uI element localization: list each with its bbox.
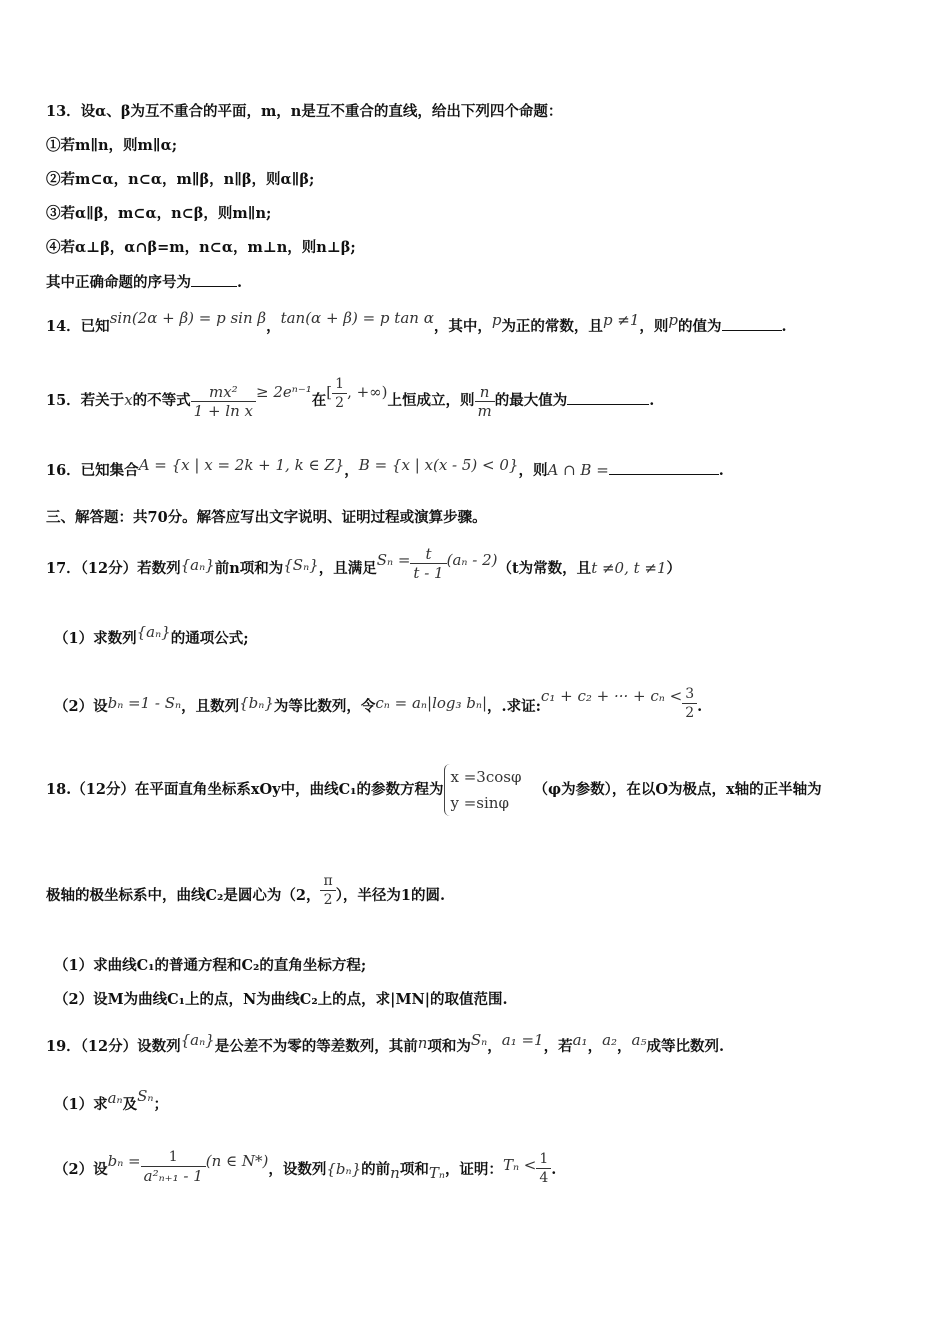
q14-pre: 14．已知 [46,318,110,335]
q19-s2-end: . [551,1161,557,1178]
q13-prop-2: ②若m⊂α，n⊂α，m∥β，n∥β，则α∥β; [46,171,315,188]
q19-s2-ineq: Tₙ < [502,1156,537,1174]
q19-t3: ，若 [543,1038,573,1055]
q19-t2: 项和为 [427,1038,471,1055]
q18-sys-y: y =sinφ [450,794,509,812]
q17-an: {aₙ} [180,556,215,574]
q19-sub-1 [54,1087,920,1115]
q15-t2: 在 [311,392,327,409]
q17-stem [46,546,920,590]
answer-blank [567,390,649,405]
q17-cond: t ≠0, t ≠1 [591,559,667,577]
q19-a1: a₁ =1 [501,1031,544,1049]
q19-a2: a₂ [602,1031,618,1049]
q15-num: mx² [191,383,256,402]
q19-a5: a₅ [631,1031,647,1049]
q19-c3: ， [617,1038,632,1055]
q17-s2-t3: ，.求证: [487,698,541,715]
q17-s2-pre: （2）设 [54,698,108,715]
q19-t1: 是公差不为零的等差数列，其前 [214,1038,418,1055]
q18-pi-den: 2 [323,891,333,908]
q14-t1: ，其中， [433,318,492,335]
q17-t3: （t为常数，且 [497,560,592,577]
q18-t1: （φ为参数），在以O为极点，x轴的正半轴为 [533,781,822,798]
q14-t4: 的值为 [678,318,722,335]
q15-pre: 15．若关于 [46,392,125,409]
q19-t4: 成等比数列. [646,1038,725,1055]
q13-prop-3: ③若α∥β，m⊂α，n⊂β，则m∥n; [46,205,272,222]
q17-s1-an: {aₙ} [136,623,171,641]
q17-pre: 17．（12分）若数列 [46,560,181,577]
q14-eq1: sin(2α + β) = p sin β [109,309,267,327]
q15-rhs: ≥ 2eⁿ⁻¹ [256,383,312,401]
q19-pre: 19．（12分）设数列 [46,1038,181,1055]
q18-sub-1: （1）求曲线C₁的普通方程和C₂的直角坐标方程; [54,957,367,974]
q17-s2-frac-num: 3 [682,685,697,704]
q19-s2-quarter-den: 4 [539,1169,549,1186]
q15-t1: 的不等式 [132,392,191,409]
q17-s2-bn: bₙ =1 - Sₙ [107,694,182,712]
q15-nm-den: m [477,401,492,420]
q16-set-a: A = {x | x = 2k + 1, k ∈ Z} [138,456,345,474]
q13-ask [46,272,920,293]
q19-s2-t2: 的前 [361,1161,391,1178]
q19-s2-dom: (n ∈ N*) [205,1152,269,1170]
q19-s2-bn: bₙ = [107,1152,141,1170]
q17-sub-2 [54,684,920,728]
q19-s2-bseq: {bₙ} [326,1160,362,1178]
q19-stem [46,1031,920,1057]
q19-s1-pre: （1）求 [54,1096,108,1113]
q14-p2: p [668,311,679,329]
q17-s1-pre: （1）求数列 [54,630,137,647]
q16-set-b: B = {x | x(x - 5) < 0} [358,456,519,474]
q19-a1b: a₁ [572,1031,588,1049]
answer-blank [609,460,719,475]
q19-sub-2 [54,1144,920,1194]
q15-half-num: 1 [332,375,347,394]
q15-end: . [649,392,655,409]
q16-inter: A ∩ B = [547,461,609,479]
q14-p: p [491,311,502,329]
q19-s2-t3: 项和 [399,1161,429,1178]
q14-neq: p ≠1 [602,311,640,329]
q17-s2-t1: ，且数列 [181,698,240,715]
q17-s2-frac [682,685,697,722]
q14-comma: ， [266,318,281,335]
q19-s2-frac [141,1148,206,1185]
q19-s2-t1: ，设数列 [268,1161,327,1178]
q17-s2-frac-den: 2 [685,704,695,721]
q15-interval-left: [ [326,383,333,401]
q19-s2-quarter [536,1150,551,1187]
q15-interval-right: , +∞) [347,383,388,401]
q17-fraction [410,545,446,582]
answer-blank [722,316,782,331]
q16-comma: ， [344,462,359,479]
q14-t2: 为正的常数，且 [501,318,603,335]
q18-sys-x: x =3cosφ [450,768,522,786]
q19-s2-frac-num: 1 [141,1148,206,1167]
q17-s2-t2: 为等比数列，令 [273,698,376,715]
q13-intro: 13．设α、β为互不重合的平面，m，n是互不重合的直线，给出下列四个命题： [46,103,563,120]
q19-s2-t4: ，证明： [444,1161,503,1178]
q17-s2-sum: c₁ + c₂ + ··· + cₙ < [540,687,683,705]
q14-end: . [781,318,787,335]
q18-param-system [444,764,522,816]
q19-s2-quarter-num: 1 [536,1150,551,1169]
q15-line [46,375,920,422]
q14-line [46,309,920,337]
q15-fraction [191,383,256,420]
q18-line2: 极轴的极坐标系中，曲线C₂是圆心为（2， [46,887,321,904]
q17-frac-num: t [410,545,446,564]
q19-sn: Sₙ [470,1031,488,1049]
q19-s2-tn: Tₙ [428,1164,445,1182]
q15-nm [475,383,495,420]
q19-c1: ， [487,1038,502,1055]
q15-t3: 上恒成立，则 [387,392,475,409]
answer-blank [191,272,237,287]
q17-s1-post: 的通项公式; [170,630,249,647]
q17-sn-eq: Sₙ = [376,551,411,569]
q17-frac-den: t - 1 [413,563,444,582]
q18-pi-num: π [320,872,335,891]
q17-t2: ，且满足 [318,560,377,577]
q14-eq2: tan(α + β) = p tan α [280,309,434,327]
section-three-heading: 三、解答题：共70分。解答应写出文字说明、证明过程或演算步骤。 [46,509,487,526]
q17-sub-1 [54,623,920,649]
q17-frac-rest: (aₙ - 2) [446,551,498,569]
q18-stem [46,762,920,818]
q15-nm-num: n [475,383,495,402]
q17-s2-bseq: {bₙ} [239,694,274,712]
q19-s2-pre: （2）设 [54,1161,108,1178]
q16-line [46,456,920,481]
q16-end: . [718,462,724,479]
q16-pre: 16．已知集合 [46,462,139,479]
q17-sn: {Sₙ} [283,556,319,574]
q13-prop-1: ①若m∥n，则m∥α; [46,137,178,154]
q15-half [332,375,347,412]
q17-t4: ） [666,560,682,577]
q13-prop-4: ④若α⊥β，α∩β=m，n⊂α，m⊥n，则n⊥β; [46,239,356,256]
q17-t1: 前n项和为 [214,560,284,577]
q17-s2-cn: cₙ = aₙ|log₃ bₙ| [375,694,488,712]
q18-pre: 18.（12分）在平面直角坐标系xOy中，曲线C₁的参数方程为 [46,781,444,798]
q19-s1-end: ； [153,1096,168,1113]
q19-c2: ， [587,1038,603,1055]
q16-t1: ，则 [518,462,548,479]
q18-sub-2: （2）设M为曲线C₁上的点，N为曲线C₂上的点，求|MN|的取值范围. [54,991,508,1008]
q19-n: n [417,1034,428,1052]
q13-ask-text: 其中正确命题的序号为 [46,274,191,291]
q19-s1-sn: Sₙ [137,1087,154,1105]
q13-end: . [237,274,243,291]
q14-t3: ，则 [639,318,669,335]
q19-s2-frac-den: a²ₙ₊₁ - 1 [143,1166,203,1185]
q19-s1-an: aₙ [107,1089,123,1107]
q15-t4: 的最大值为 [494,392,568,409]
q18-line-2 [46,874,920,918]
q18-pi-frac [320,872,335,909]
q15-half-den: 2 [335,394,345,411]
q19-s2-n: n [390,1164,400,1182]
q17-s2-end: . [697,698,703,715]
q19-s1-and: 及 [122,1096,138,1113]
q19-an: {aₙ} [180,1031,215,1049]
q18-line2b: ），半径为1的圆. [335,887,446,904]
q15-x: x [124,391,133,409]
q15-den: 1 + ln x [193,401,253,420]
